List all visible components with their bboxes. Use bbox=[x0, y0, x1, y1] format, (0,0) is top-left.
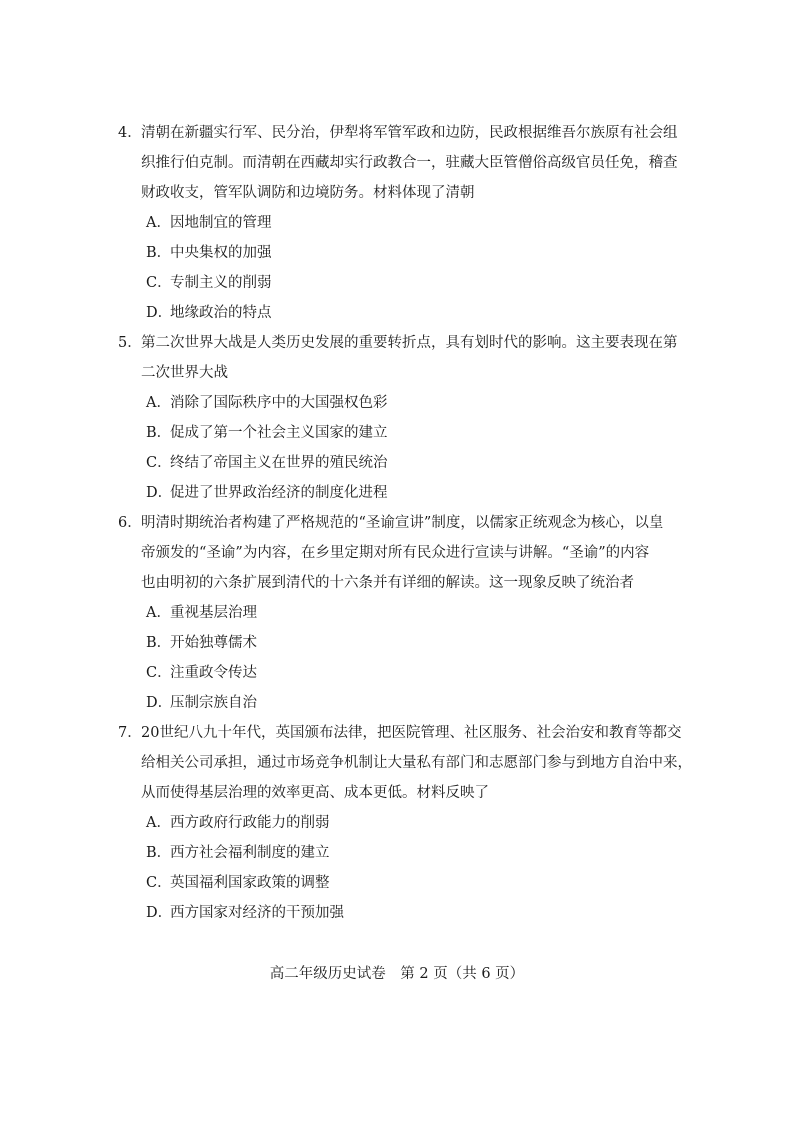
question-text: 二次世界大战 bbox=[141, 365, 228, 381]
option-text: 英国福利国家政策的调整 bbox=[170, 875, 330, 891]
question-text: 织推行伯克制。而清朝在西藏却实行政教合一，驻藏大臣管僧俗高级官员任免，稽查 bbox=[141, 155, 678, 171]
option-letter: C． bbox=[146, 665, 172, 681]
option-text: 因地制宜的管理 bbox=[170, 215, 272, 231]
option-letter: A． bbox=[146, 815, 171, 831]
option-text: 压制宗族自治 bbox=[170, 695, 257, 711]
option-d bbox=[0, 298, 794, 328]
option-d bbox=[0, 898, 794, 928]
option-a bbox=[0, 598, 794, 628]
question-5 bbox=[0, 328, 794, 508]
question-line bbox=[0, 538, 794, 568]
option-text: 注重政令传达 bbox=[170, 665, 257, 681]
question-number: 7． bbox=[118, 725, 142, 741]
option-letter: C． bbox=[146, 875, 172, 891]
option-letter: A． bbox=[146, 395, 171, 411]
option-c bbox=[0, 868, 794, 898]
option-letter: C． bbox=[146, 455, 172, 471]
question-6 bbox=[0, 508, 794, 718]
question-list bbox=[0, 118, 794, 928]
option-text: 消除了国际秩序中的大国强权色彩 bbox=[170, 395, 388, 411]
option-letter: B． bbox=[146, 245, 172, 261]
option-text: 西方国家对经济的干预加强 bbox=[170, 905, 344, 921]
question-text: 第二次世界大战是人类历史发展的重要转折点，具有划时代的影响。这主要表现在第 bbox=[141, 335, 678, 351]
option-text: 重视基层治理 bbox=[170, 605, 257, 621]
question-line bbox=[0, 178, 794, 208]
question-line bbox=[0, 568, 794, 598]
question-text: 明清时期统治者构建了严格规范的“圣谕宣讲”制度，以儒家正统观念为核心，以皇 bbox=[141, 515, 664, 531]
option-text: 促成了第一个社会主义国家的建立 bbox=[170, 425, 388, 441]
question-text: 财政收支，管军队调防和边境防务。材料体现了清朝 bbox=[141, 185, 475, 201]
option-letter: D． bbox=[146, 695, 173, 711]
question-text: 给相关公司承担，通过市场竞争机制让大量私有部门和志愿部门参与到地方自治中来， bbox=[141, 755, 692, 771]
option-text: 促进了世界政治经济的制度化进程 bbox=[170, 485, 388, 501]
option-text: 中央集权的加强 bbox=[170, 245, 272, 261]
option-d bbox=[0, 688, 794, 718]
question-text: 帝颁发的“圣谕”为内容，在乡里定期对所有民众进行宣读与讲解。“圣谕”的内容 bbox=[141, 545, 650, 561]
option-text: 开始独尊儒术 bbox=[170, 635, 257, 651]
option-c bbox=[0, 268, 794, 298]
option-a bbox=[0, 388, 794, 418]
question-number: 4． bbox=[118, 125, 142, 141]
question-line bbox=[0, 358, 794, 388]
option-b bbox=[0, 838, 794, 868]
option-letter: D． bbox=[146, 305, 173, 321]
option-letter: C． bbox=[146, 275, 172, 291]
option-letter: A． bbox=[146, 605, 171, 621]
option-text: 终结了帝国主义在世界的殖民统治 bbox=[170, 455, 388, 471]
option-a bbox=[0, 808, 794, 838]
option-b bbox=[0, 418, 794, 448]
option-text: 地缘政治的特点 bbox=[170, 305, 272, 321]
option-b bbox=[0, 628, 794, 658]
question-text: 清朝在新疆实行军、民分治，伊犁将军管军政和边防，民政根据维吾尔族原有社会组 bbox=[141, 125, 678, 141]
question-number: 6． bbox=[118, 515, 142, 531]
question-line bbox=[0, 118, 794, 148]
question-line bbox=[0, 778, 794, 808]
option-text: 西方社会福利制度的建立 bbox=[170, 845, 330, 861]
question-line bbox=[0, 328, 794, 358]
question-text: 从而使得基层治理的效率更高、成本更低。材料反映了 bbox=[141, 785, 489, 801]
option-text: 西方政府行政能力的削弱 bbox=[170, 815, 330, 831]
option-letter: D． bbox=[146, 905, 173, 921]
question-number: 5． bbox=[118, 335, 142, 351]
option-letter: B． bbox=[146, 425, 172, 441]
option-c bbox=[0, 448, 794, 478]
question-7 bbox=[0, 718, 794, 928]
question-line bbox=[0, 508, 794, 538]
option-letter: B． bbox=[146, 635, 172, 651]
page-footer: 高二年级历史试卷 第 2 页（共 6 页） bbox=[269, 966, 525, 982]
option-a bbox=[0, 208, 794, 238]
option-text: 专制主义的削弱 bbox=[170, 275, 272, 291]
option-letter: A． bbox=[146, 215, 171, 231]
question-line bbox=[0, 748, 794, 778]
option-c bbox=[0, 658, 794, 688]
option-b bbox=[0, 238, 794, 268]
question-text: 20世纪八九十年代，英国颁布法律，把医院管理、社区服务、社会治安和教育等都交 bbox=[141, 725, 682, 741]
question-line bbox=[0, 718, 794, 748]
option-d bbox=[0, 478, 794, 508]
question-line bbox=[0, 148, 794, 178]
option-letter: D． bbox=[146, 485, 173, 501]
option-letter: B． bbox=[146, 845, 172, 861]
question-4 bbox=[0, 118, 794, 328]
question-text: 也由明初的六条扩展到清代的十六条并有详细的解读。这一现象反映了统治者 bbox=[141, 575, 634, 591]
